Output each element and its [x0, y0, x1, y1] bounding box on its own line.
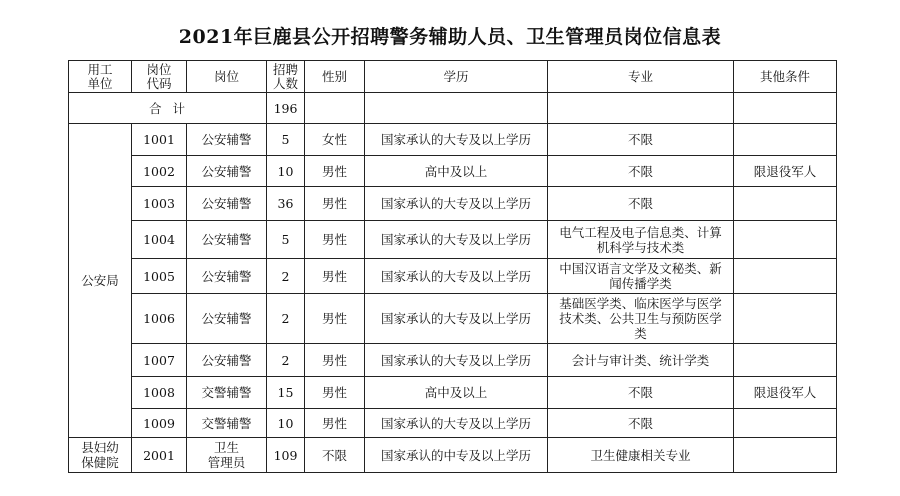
header-major: 专业 — [548, 61, 734, 93]
cell-code: 1009 — [132, 409, 187, 438]
header-code: 岗位 代码 — [132, 61, 187, 93]
cell-education: 高中及以上 — [365, 377, 548, 409]
unit-police: 公安局 — [69, 124, 132, 438]
cell-other: 限退役军人 — [734, 377, 837, 409]
cell-gender: 男性 — [305, 344, 365, 377]
cell-position: 卫生 管理员 — [187, 438, 267, 473]
page-title: 2021年巨鹿县公开招聘警务辅助人员、卫生管理员岗位信息表 — [178, 26, 722, 48]
cell-other — [734, 344, 837, 377]
cell-position: 公安辅警 — [187, 156, 267, 187]
cell-education: 国家承认的大专及以上学历 — [365, 221, 548, 259]
header-gender: 性别 — [305, 61, 365, 93]
cell-code: 1005 — [132, 259, 187, 294]
cell-count: 2 — [267, 344, 305, 377]
cell-gender: 男性 — [305, 377, 365, 409]
total-empty — [734, 93, 837, 124]
cell-education: 国家承认的大专及以上学历 — [365, 409, 548, 438]
cell-major: 不限 — [548, 156, 734, 187]
cell-major: 基础医学类、临床医学与医学 技术类、公共卫生与预防医学 类 — [548, 294, 734, 344]
cell-code: 1006 — [132, 294, 187, 344]
cell-position: 公安辅警 — [187, 187, 267, 221]
cell-gender: 男性 — [305, 187, 365, 221]
total-empty — [548, 93, 734, 124]
header-other: 其他条件 — [734, 61, 837, 93]
cell-count: 5 — [267, 124, 305, 156]
cell-count: 2 — [267, 294, 305, 344]
cell-other — [734, 221, 837, 259]
cell-gender: 男性 — [305, 156, 365, 187]
cell-gender: 男性 — [305, 259, 365, 294]
table-row — [69, 377, 837, 409]
cell-major: 不限 — [548, 124, 734, 156]
cell-code: 1001 — [132, 124, 187, 156]
cell-education: 国家承认的中专及以上学历 — [365, 438, 548, 473]
cell-other — [734, 294, 837, 344]
cell-position: 公安辅警 — [187, 344, 267, 377]
cell-code: 2001 — [132, 438, 187, 473]
cell-major: 不限 — [548, 377, 734, 409]
header-education: 学历 — [365, 61, 548, 93]
total-label: 合 计 — [69, 93, 267, 124]
cell-count: 10 — [267, 156, 305, 187]
cell-code: 1008 — [132, 377, 187, 409]
cell-gender: 男性 — [305, 221, 365, 259]
cell-count: 10 — [267, 409, 305, 438]
cell-code: 1007 — [132, 344, 187, 377]
cell-education: 高中及以上 — [365, 156, 548, 187]
table-row — [69, 259, 837, 294]
table-row — [69, 409, 837, 438]
position-info-table — [68, 60, 837, 473]
table-row — [69, 294, 837, 344]
cell-major: 电气工程及电子信息类、计算 机科学与技术类 — [548, 221, 734, 259]
cell-education: 国家承认的大专及以上学历 — [365, 294, 548, 344]
cell-major: 卫生健康相关专业 — [548, 438, 734, 473]
table-row — [69, 156, 837, 187]
cell-major: 会计与审计类、统计学类 — [548, 344, 734, 377]
cell-education: 国家承认的大专及以上学历 — [365, 187, 548, 221]
header-unit: 用工 单位 — [69, 61, 132, 93]
cell-other — [734, 409, 837, 438]
cell-count: 5 — [267, 221, 305, 259]
total-empty — [305, 93, 365, 124]
cell-major: 不限 — [548, 187, 734, 221]
header-row — [69, 61, 837, 93]
cell-position: 交警辅警 — [187, 409, 267, 438]
cell-code: 1004 — [132, 221, 187, 259]
cell-position: 公安辅警 — [187, 294, 267, 344]
cell-position: 交警辅警 — [187, 377, 267, 409]
cell-code: 1003 — [132, 187, 187, 221]
cell-other: 限退役军人 — [734, 156, 837, 187]
cell-other — [734, 187, 837, 221]
cell-gender: 不限 — [305, 438, 365, 473]
cell-count: 36 — [267, 187, 305, 221]
cell-count: 109 — [267, 438, 305, 473]
cell-education: 国家承认的大专及以上学历 — [365, 259, 548, 294]
cell-gender: 男性 — [305, 409, 365, 438]
cell-other — [734, 438, 837, 473]
cell-education: 国家承认的大专及以上学历 — [365, 124, 548, 156]
table-row — [69, 344, 837, 377]
total-count: 196 — [267, 93, 305, 124]
cell-major: 中国汉语言文学及文秘类、新 闻传播学类 — [548, 259, 734, 294]
cell-education: 国家承认的大专及以上学历 — [365, 344, 548, 377]
unit-hospital: 县妇幼 保健院 — [69, 438, 132, 473]
table-row — [69, 221, 837, 259]
cell-major: 不限 — [548, 409, 734, 438]
cell-position: 公安辅警 — [187, 124, 267, 156]
cell-count: 15 — [267, 377, 305, 409]
cell-code: 1002 — [132, 156, 187, 187]
table-row — [69, 124, 837, 156]
header-count: 招聘 人数 — [267, 61, 305, 93]
total-row — [69, 93, 837, 124]
table-row — [69, 438, 837, 473]
cell-count: 2 — [267, 259, 305, 294]
cell-position: 公安辅警 — [187, 259, 267, 294]
total-empty — [365, 93, 548, 124]
cell-gender: 男性 — [305, 294, 365, 344]
table-row — [69, 187, 837, 221]
header-position: 岗位 — [187, 61, 267, 93]
cell-other — [734, 124, 837, 156]
cell-position: 公安辅警 — [187, 221, 267, 259]
cell-other — [734, 259, 837, 294]
cell-gender: 女性 — [305, 124, 365, 156]
